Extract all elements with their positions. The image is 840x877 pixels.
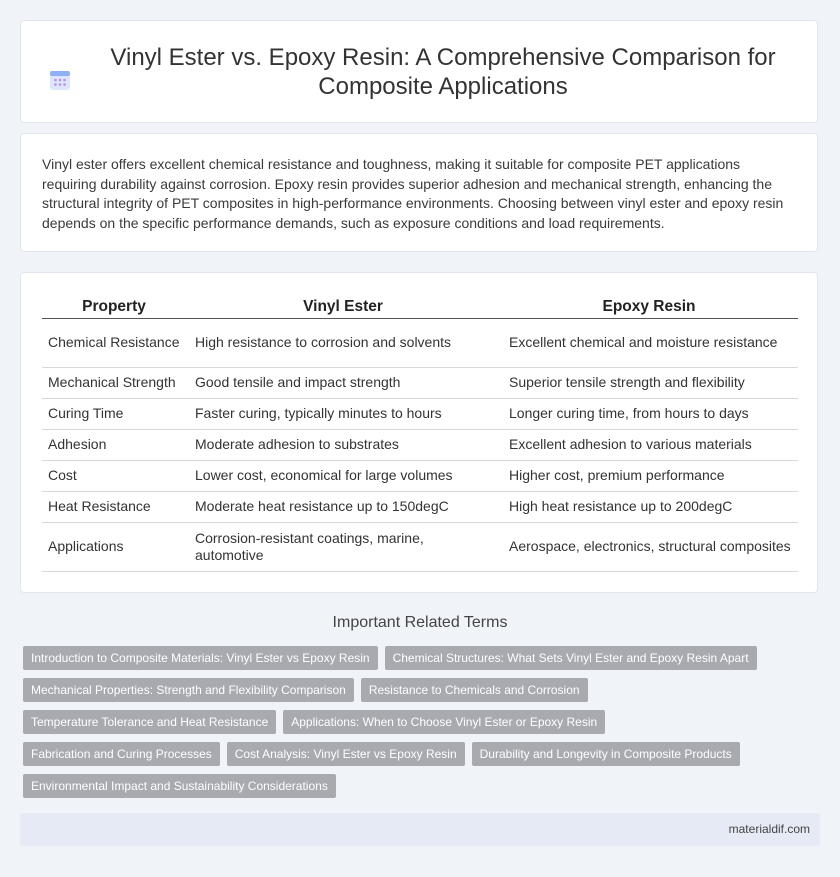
cell-vinyl-ester: Moderate heat resistance up to 150degC <box>186 492 500 523</box>
cell-epoxy-resin: Excellent chemical and moisture resistance <box>500 319 798 368</box>
table-row <box>42 399 798 430</box>
cell-vinyl-ester: Lower cost, economical for large volumes <box>186 461 500 492</box>
table-row <box>42 319 798 368</box>
cell-vinyl-ester: Moderate adhesion to substrates <box>186 430 500 461</box>
table-header-row <box>42 295 798 319</box>
related-term-tag[interactable]: Mechanical Properties: Strength and Flexibility Comparison <box>23 678 354 702</box>
cell-epoxy-resin: Higher cost, premium performance <box>500 461 798 492</box>
cell-vinyl-ester: Good tensile and impact strength <box>186 368 500 399</box>
related-term-tag[interactable]: Applications: When to Choose Vinyl Ester or Epoxy Resin <box>283 710 605 734</box>
cell-epoxy-resin: High heat resistance up to 200degC <box>500 492 798 523</box>
comparison-table <box>42 295 798 572</box>
cell-vinyl-ester: High resistance to corrosion and solvents <box>186 319 500 368</box>
table-row <box>42 461 798 492</box>
cell-vinyl-ester: Corrosion-resistant coatings, marine, automotive <box>186 523 500 572</box>
related-term-tag[interactable]: Cost Analysis: Vinyl Ester vs Epoxy Resin <box>227 742 465 766</box>
related-term-tag[interactable]: Fabrication and Curing Processes <box>23 742 220 766</box>
cell-epoxy-resin: Excellent adhesion to various materials <box>500 430 798 461</box>
calendar-icon <box>49 69 71 91</box>
header-property: Property <box>42 295 186 319</box>
page-title: Vinyl Ester vs. Epoxy Resin: A Comprehensive Comparison for Composite Applications <box>110 43 776 100</box>
footer-site-link[interactable]: materialdif.com <box>728 822 810 836</box>
cell-property: Heat Resistance <box>42 492 186 523</box>
cell-epoxy-resin: Aerospace, electronics, structural composites <box>500 523 798 572</box>
table-row <box>42 368 798 399</box>
related-term-tag[interactable]: Introduction to Composite Materials: Vinyl Ester vs Epoxy Resin <box>23 646 378 670</box>
header-vinyl-ester: Vinyl Ester <box>186 295 500 319</box>
intro-card <box>20 133 818 252</box>
title-wrap <box>49 43 789 101</box>
related-term-tag[interactable]: Durability and Longevity in Composite Products <box>472 742 740 766</box>
table-row <box>42 492 798 523</box>
cell-epoxy-resin: Longer curing time, from hours to days <box>500 399 798 430</box>
table-row <box>42 523 798 572</box>
related-term-tag[interactable]: Chemical Structures: What Sets Vinyl Ester and Epoxy Resin Apart <box>385 646 757 670</box>
table-row <box>42 430 798 461</box>
related-term-tag[interactable]: Resistance to Chemicals and Corrosion <box>361 678 588 702</box>
cell-epoxy-resin: Superior tensile strength and flexibility <box>500 368 798 399</box>
footer <box>20 813 820 846</box>
title-card <box>20 20 818 123</box>
cell-property: Applications <box>42 523 186 572</box>
intro-paragraph: Vinyl ester offers excellent chemical resistance and toughness, making it suitable for composite PET applications requiring durability against corrosion. Epoxy resin provides superior adhesion and mechanical strength, enhancing the structural integrity of PET composites in high-performance environments. Choosing between vinyl ester and epoxy resin depends on the specific performance demands, such as exposure conditions and load requirements. <box>42 156 784 231</box>
header-epoxy-resin: Epoxy Resin <box>500 295 798 319</box>
cell-property: Chemical Resistance <box>42 319 186 368</box>
related-term-tag[interactable]: Temperature Tolerance and Heat Resistance <box>23 710 276 734</box>
cell-property: Cost <box>42 461 186 492</box>
cell-vinyl-ester: Faster curing, typically minutes to hours <box>186 399 500 430</box>
cell-property: Mechanical Strength <box>42 368 186 399</box>
related-terms-list <box>23 646 813 806</box>
comparison-card <box>20 272 818 593</box>
cell-property: Curing Time <box>42 399 186 430</box>
related-terms-title: Important Related Terms <box>332 614 508 631</box>
cell-property: Adhesion <box>42 430 186 461</box>
related-term-tag[interactable]: Environmental Impact and Sustainability Considerations <box>23 774 336 798</box>
